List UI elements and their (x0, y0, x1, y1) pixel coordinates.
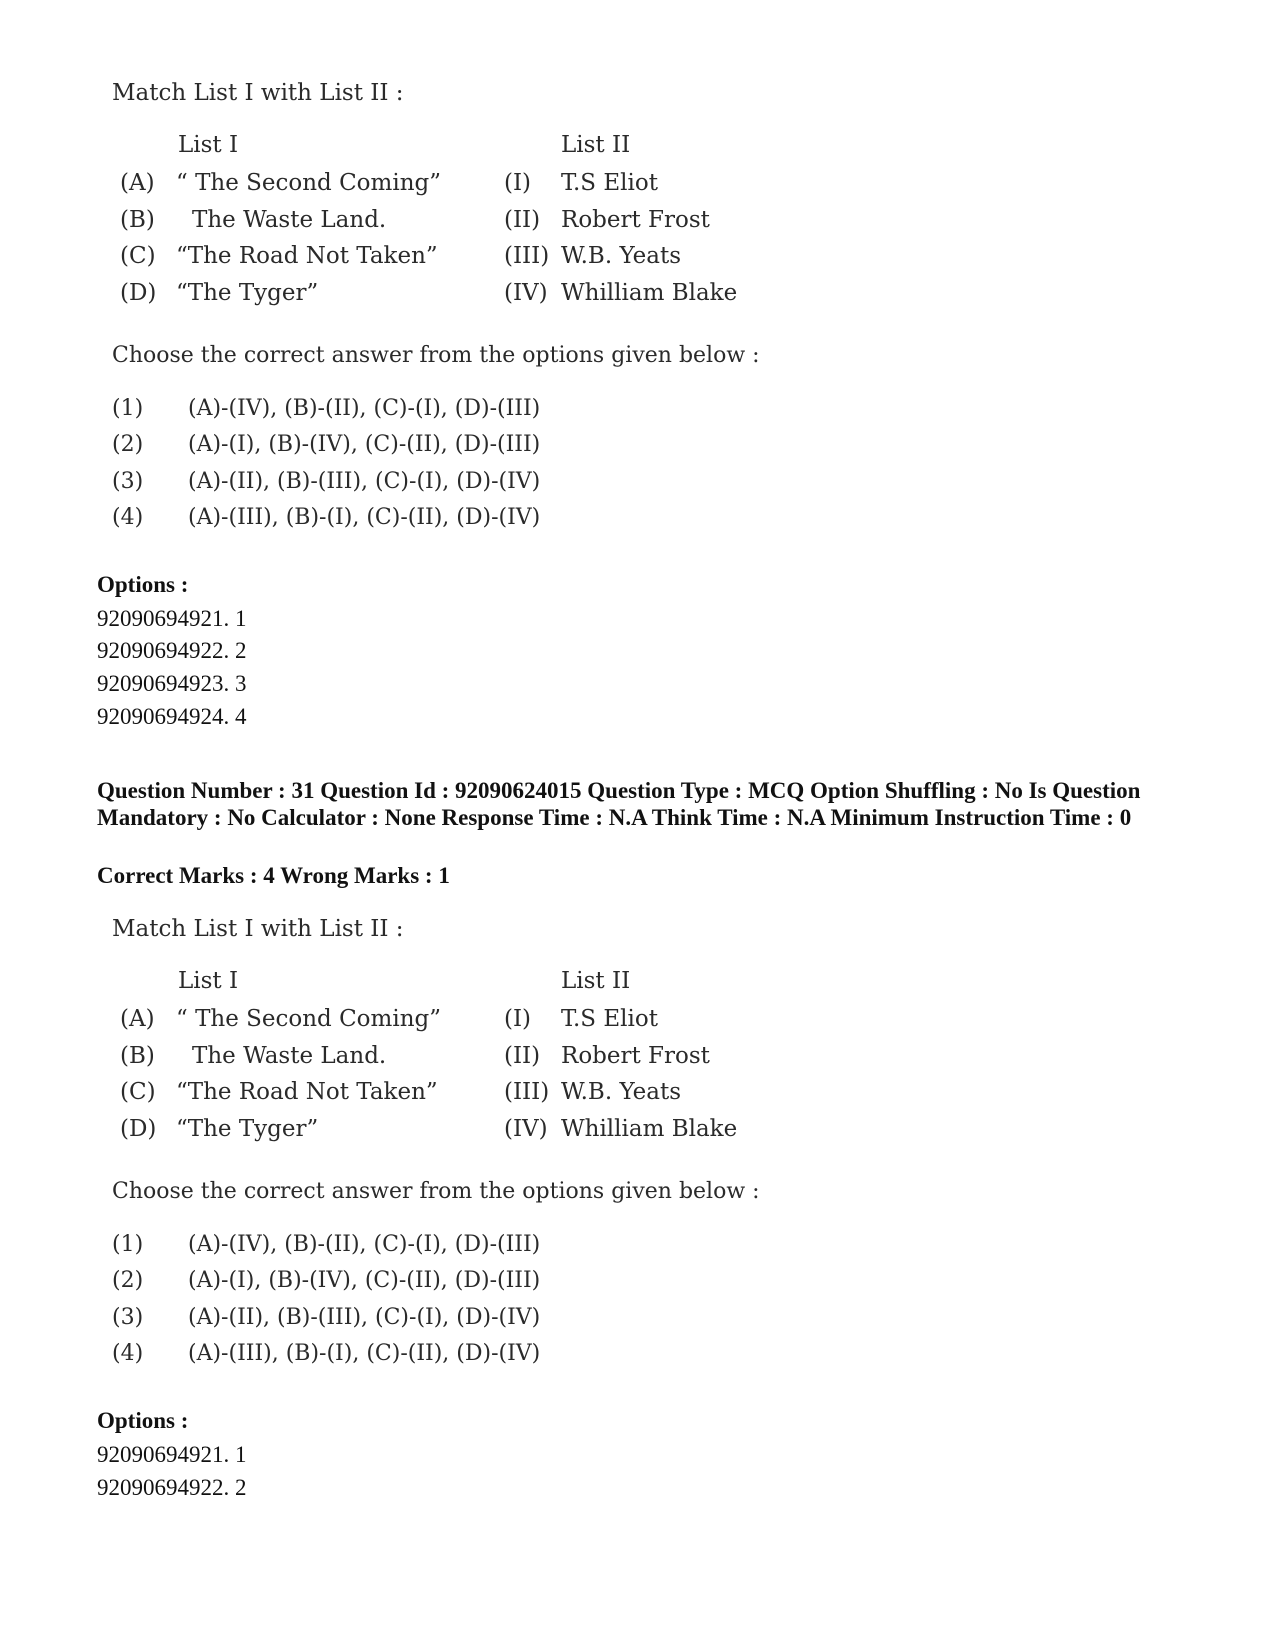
list2-item: W.B. Yeats (561, 243, 682, 269)
list1-item: “The Road Not Taken” (176, 243, 438, 269)
list1-item: “ The Second Coming” (176, 1006, 441, 1032)
list1-item: The Waste Land. (192, 1043, 387, 1069)
list1-label: (A) (120, 1006, 155, 1032)
list1-label: (B) (120, 207, 155, 233)
answer-option-text: (A)-(I), (B)-(IV), (C)-(II), (D)-(III) (188, 432, 541, 457)
list1-header: List I (178, 968, 239, 994)
list2-item: W.B. Yeats (561, 1079, 682, 1105)
options-heading: Options : (97, 1408, 189, 1433)
list2-label: (II) (504, 207, 541, 233)
answer-option-text: (A)-(IV), (B)-(II), (C)-(I), (D)-(III) (188, 1232, 541, 1257)
list1-header: List I (178, 132, 239, 158)
answer-option-text: (A)-(III), (B)-(I), (C)-(II), (D)-(IV) (188, 1341, 541, 1366)
option-item: 92090694922. 2 (97, 638, 247, 663)
list2-label: (IV) (504, 280, 548, 306)
option-item: 92090694924. 4 (97, 704, 247, 729)
list2-label: (III) (504, 243, 550, 269)
list1-label: (C) (120, 1079, 156, 1105)
answer-option-number: (3) (112, 469, 144, 494)
answer-option-text: (A)-(I), (B)-(IV), (C)-(II), (D)-(III) (188, 1268, 541, 1293)
list2-item: T.S Eliot (561, 1006, 658, 1032)
answer-option-number: (1) (112, 1232, 144, 1257)
answer-option-text: (A)-(II), (B)-(III), (C)-(I), (D)-(IV) (188, 1305, 541, 1330)
list2-item: Robert Frost (561, 1043, 710, 1069)
list2-header: List II (561, 132, 631, 158)
list2-item: T.S Eliot (561, 170, 658, 196)
list2-item: Robert Frost (561, 207, 710, 233)
list1-label: (C) (120, 243, 156, 269)
match-prompt: Match List I with List II : (112, 80, 404, 106)
match-prompt: Match List I with List II : (112, 916, 404, 942)
answer-option-number: (4) (112, 505, 144, 530)
question-image-2 (112, 916, 812, 1376)
answer-option-number: (4) (112, 1341, 144, 1366)
answer-option-number: (2) (112, 432, 144, 457)
list1-label: (A) (120, 170, 155, 196)
list2-header: List II (561, 968, 631, 994)
list1-label: (B) (120, 1043, 155, 1069)
list1-item: “ The Second Coming” (176, 170, 441, 196)
answer-option-text: (A)-(II), (B)-(III), (C)-(I), (D)-(IV) (188, 469, 541, 494)
list2-item: Whilliam Blake (561, 1116, 738, 1142)
option-item: 92090694921. 1 (97, 1442, 247, 1467)
answer-option-number: (2) (112, 1268, 144, 1293)
question-image-1 (112, 80, 812, 540)
list1-item: The Waste Land. (192, 207, 387, 233)
list2-label: (IV) (504, 1116, 548, 1142)
choose-instruction: Choose the correct answer from the options given below : (112, 1179, 760, 1204)
marks-line: Correct Marks : 4 Wrong Marks : 1 (97, 863, 450, 888)
answer-option-text: (A)-(III), (B)-(I), (C)-(II), (D)-(IV) (188, 505, 541, 530)
list2-label: (II) (504, 1043, 541, 1069)
option-item: 92090694921. 1 (97, 606, 247, 631)
list2-label: (I) (504, 1006, 532, 1032)
list2-label: (III) (504, 1079, 550, 1105)
choose-instruction: Choose the correct answer from the options given below : (112, 343, 760, 368)
answer-option-number: (3) (112, 1305, 144, 1330)
answer-option-number: (1) (112, 396, 144, 421)
list2-item: Whilliam Blake (561, 280, 738, 306)
list1-item: “The Tyger” (176, 280, 319, 306)
option-item: 92090694923. 3 (97, 671, 247, 696)
list1-label: (D) (120, 280, 157, 306)
option-item: 92090694922. 2 (97, 1475, 247, 1500)
list1-item: “The Tyger” (176, 1116, 319, 1142)
answer-option-text: (A)-(IV), (B)-(II), (C)-(I), (D)-(III) (188, 396, 541, 421)
question-meta: Question Number : 31 Question Id : 92090624015 Question Type : MCQ Option Shuffling : No Is Question Mandatory : No Calculator : None Response Time : N.A Think Time : N.A Minimum Instruction Time : 0 (97, 778, 1141, 830)
list2-label: (I) (504, 170, 532, 196)
list1-item: “The Road Not Taken” (176, 1079, 438, 1105)
options-heading: Options : (97, 572, 189, 597)
list1-label: (D) (120, 1116, 157, 1142)
